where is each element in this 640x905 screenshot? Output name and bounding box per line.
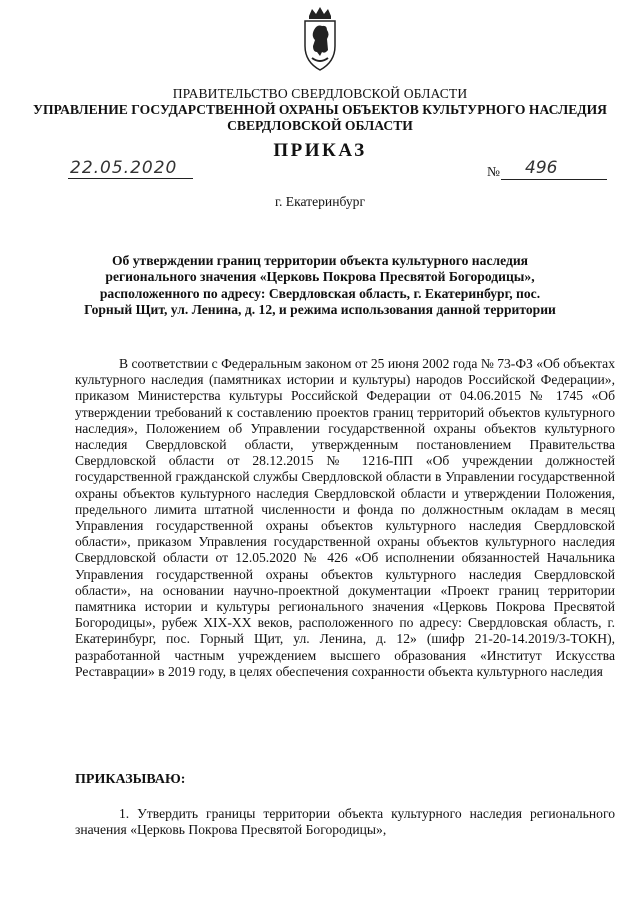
document-type: ПРИКАЗ	[273, 140, 367, 161]
order-item-1: 1. Утвердить границы территории объекта культурного наследия регионального значения «Церковь Покрова Пресвятой Богородицы»,	[75, 806, 615, 838]
preamble-paragraph: В соответствии с Федеральным законом от 25 июня 2002 года № 73-ФЗ «Об объектах культурного наследия (памятниках истории и культуры) народов Российской Федерации», приказом Министерства культуры Российской Федерации от 04.06.2015 № 1745 «Об утверждении требований к составлению проектов границ территорий объектов культурного наследия», Положением об Управлении государственной охраны объектов культурного наследия Свердловской области, утвержденным постановлением Правительства Свердловской области от 28.12.2015 № 1216-ПП «Об учреждении должностей государственной гражданской службы Свердловской области в Управлении государственной охраны объектов культурного наследия Свердловской области и утверждении Положения, предельного лимита штатной численности и фонда по должностным окладам в месяц Управления государственной охраны объектов культурного наследия Свердловской области», приказом Управления государственной охраны объектов культурного наследия Свердловской области от 12.05.2020 № 426 «Об исполнении обязанностей Начальника Управления государственной охраны объектов культурного наследия Свердловской области», на основании научно-проектной документации «Проект границ территории памятника истории и культуры регионального значения «Церковь Покрова Пресвятой Богородицы», рубеж XIX-XX веков, расположенного по адресу: Свердловская область, г. Екатеринбург, пос. Горный Щит, ул. Ленина, д. 12» (шифр 21-20-14.2019/3-ТОКН), разработанной частным учреждением высшего образования «Институт Искусства Реставрации» в 2019 году, в целях обеспечения сохранности объекта культурного наследия	[75, 356, 615, 679]
city: г. Екатеринбург	[274, 194, 366, 209]
date-underline	[68, 178, 193, 179]
government-name: ПРАВИТЕЛЬСТВО СВЕРДЛОВСКОЙ ОБЛАСТИ	[172, 86, 468, 101]
order-heading: ПРИКАЗЫВАЮ:	[75, 772, 186, 787]
order-title: Об утверждении границ территории объекта культурного наследия регионального значения «Церковь Покрова Пресвятой Богородицы», расположенного по адресу: Свердловская область, г. Екатеринбург, пос. Горный Щит, ул. Ленина, д. 12, и режима использования данной территории	[84, 253, 556, 317]
date-field	[68, 158, 193, 182]
number-sign: №	[487, 164, 500, 179]
number-field	[487, 158, 607, 183]
order-number: 496	[525, 158, 558, 178]
coat-of-arms-emblem	[300, 6, 340, 72]
number-underline	[501, 179, 607, 180]
order-date: 22.05.2020	[70, 158, 178, 178]
department-name: УПРАВЛЕНИЕ ГОСУДАРСТВЕННОЙ ОХРАНЫ ОБЪЕКТОВ КУЛЬТУРНОГО НАСЛЕДИЯ СВЕРДЛОВСКОЙ ОБЛАСТИ	[32, 102, 608, 133]
